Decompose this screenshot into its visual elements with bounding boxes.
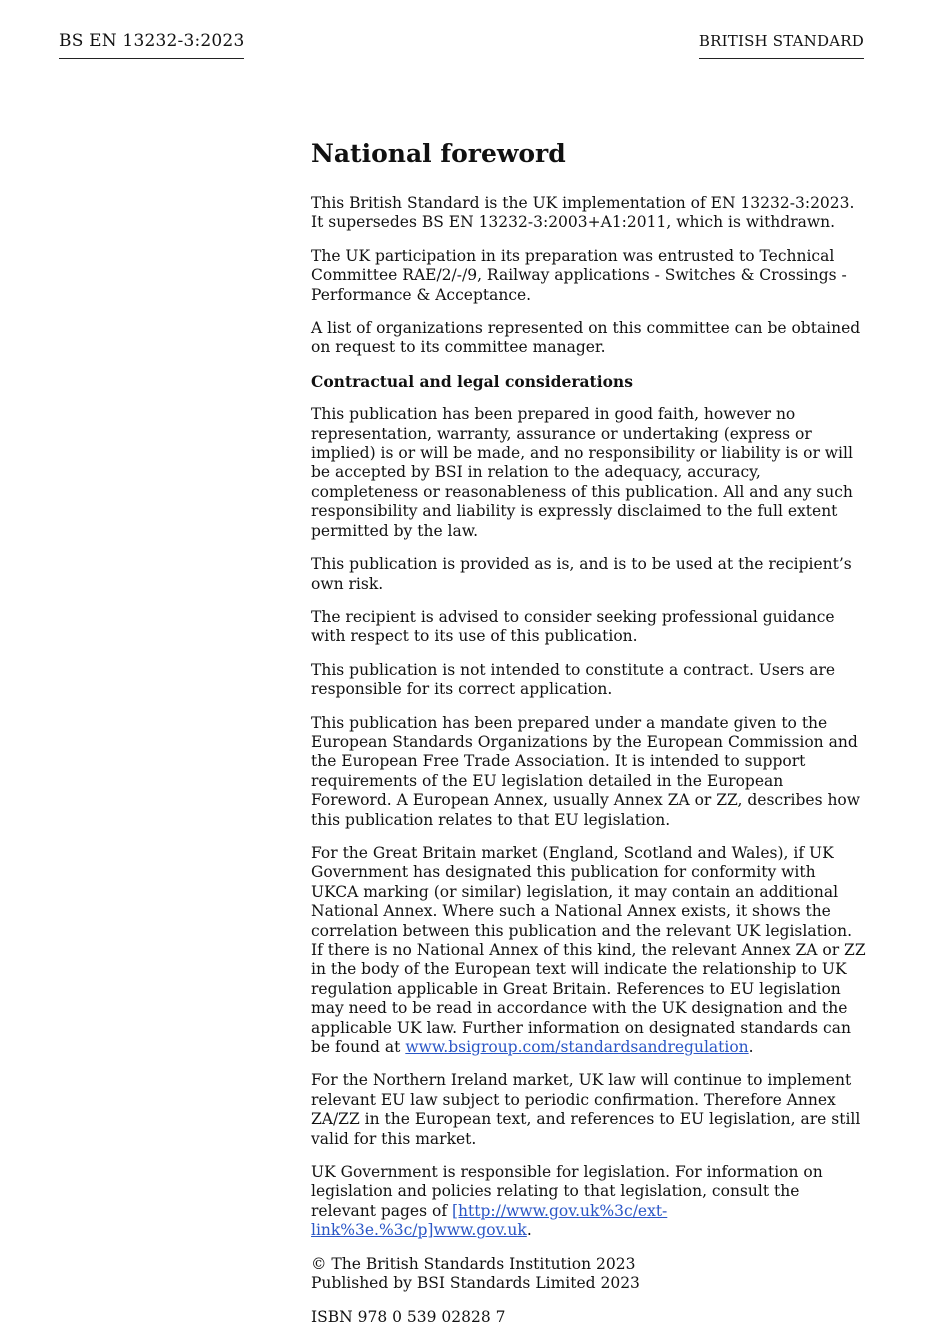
- foreword-body: [311, 139, 867, 1341]
- subheading-contractual: Contractual and legal considerations: [311, 371, 633, 391]
- isbn: ISBN 978 0 539 02828 7: [311, 1307, 506, 1326]
- publisher-line: Published by BSI Standards Limited 2023: [311, 1274, 640, 1293]
- paragraph-participation: The UK participation in its preparation was entrusted to Technical Committee RAE/2/-/9, Railway applications - Switches & Crossings - Performance & Acceptance.: [311, 246, 847, 304]
- paragraph-good-faith: This publication has been prepared in good faith, however no representation, warranty, assurance or undertaking (express or implied) is or will be made, and no responsibility or liability is or will be accepted by BSI in relation to the adequacy, accuracy, completeness or reasonableness of this publication. All and any such responsibility and liability is expressly disclaimed to the full extent permitted by the law.: [311, 405, 853, 540]
- copyright-line: © The British Standards Institution 2023: [311, 1254, 636, 1273]
- paragraph-committee-list: A list of organizations represented on this committee can be obtained on request to its committee manager.: [311, 319, 861, 357]
- paragraph-uk-gov: [311, 1163, 867, 1241]
- gb-market-end: .: [748, 1038, 754, 1057]
- bsigroup-link[interactable]: www.bsigroup.com/standardsandregulation: [405, 1038, 749, 1057]
- header-doc-type: BRITISH STANDARD: [699, 30, 864, 59]
- paragraph-guidance: The recipient is advised to consider seeking professional guidance with respect to its use of this publication.: [311, 607, 835, 646]
- paragraph-not-contract: This publication is not intended to constitute a contract. Users are responsible for its correct application.: [311, 660, 836, 699]
- uk-gov-text: UK Government is responsible for legislation. For information on legislation and policies relating to that legislation, consult the relevant pages of: [311, 1163, 823, 1220]
- header-doc-id: BS EN 13232-3:2023: [59, 30, 244, 59]
- uk-gov-end: .: [526, 1221, 532, 1240]
- paragraph-mandate: This publication has been prepared under a mandate given to the European Standards Organizations by the European Commission and the European Free Trade Association. It is intended to support requirements of the EU legislation detailed in the European Foreword. A European Annex, usually Annex ZA or ZZ, describes how this publication relates to that EU legislation.: [311, 713, 861, 829]
- gov-uk-link[interactable]: [http://www.gov.uk%3c/ext-link%3e.%3c/p]www.gov.uk: [311, 1201, 668, 1240]
- page-title: National foreword: [311, 139, 566, 168]
- copyright-block: [311, 1255, 867, 1294]
- paragraph-own-risk: This publication is provided as is, and is to be used at the recipient’s own risk.: [311, 555, 852, 593]
- gb-market-text: For the Great Britain market (England, Scotland and Wales), if UK Government has designated this publication for conformity with UKCA marking (or similar) legislation, it may contain an additional National Annex. Where such a National Annex exists, it shows the correlation between this publication and the relevant UK legislation. If there is no National Annex of this kind, the relevant Annex ZA or ZZ in the body of the European text will indicate the relationship to UK regulation applicable in Great Britain. References to EU legislation may need to be read in accordance with the UK designation and the applicable UK law. Further information on designated standards can be found at: [311, 843, 866, 1057]
- paragraph-gb-market: [311, 844, 867, 1057]
- paragraph-ni-market: For the Northern Ireland market, UK law will continue to implement relevant EU law subject to periodic confirmation. Therefore Annex ZA/ZZ in the European text, and references to EU legislation, are still valid for this market.: [311, 1071, 861, 1148]
- paragraph-implementation: This British Standard is the UK implementation of EN 13232-3:2023. It supersedes BS EN 13232-3:2003+A1:2011, which is withdrawn.: [311, 194, 855, 232]
